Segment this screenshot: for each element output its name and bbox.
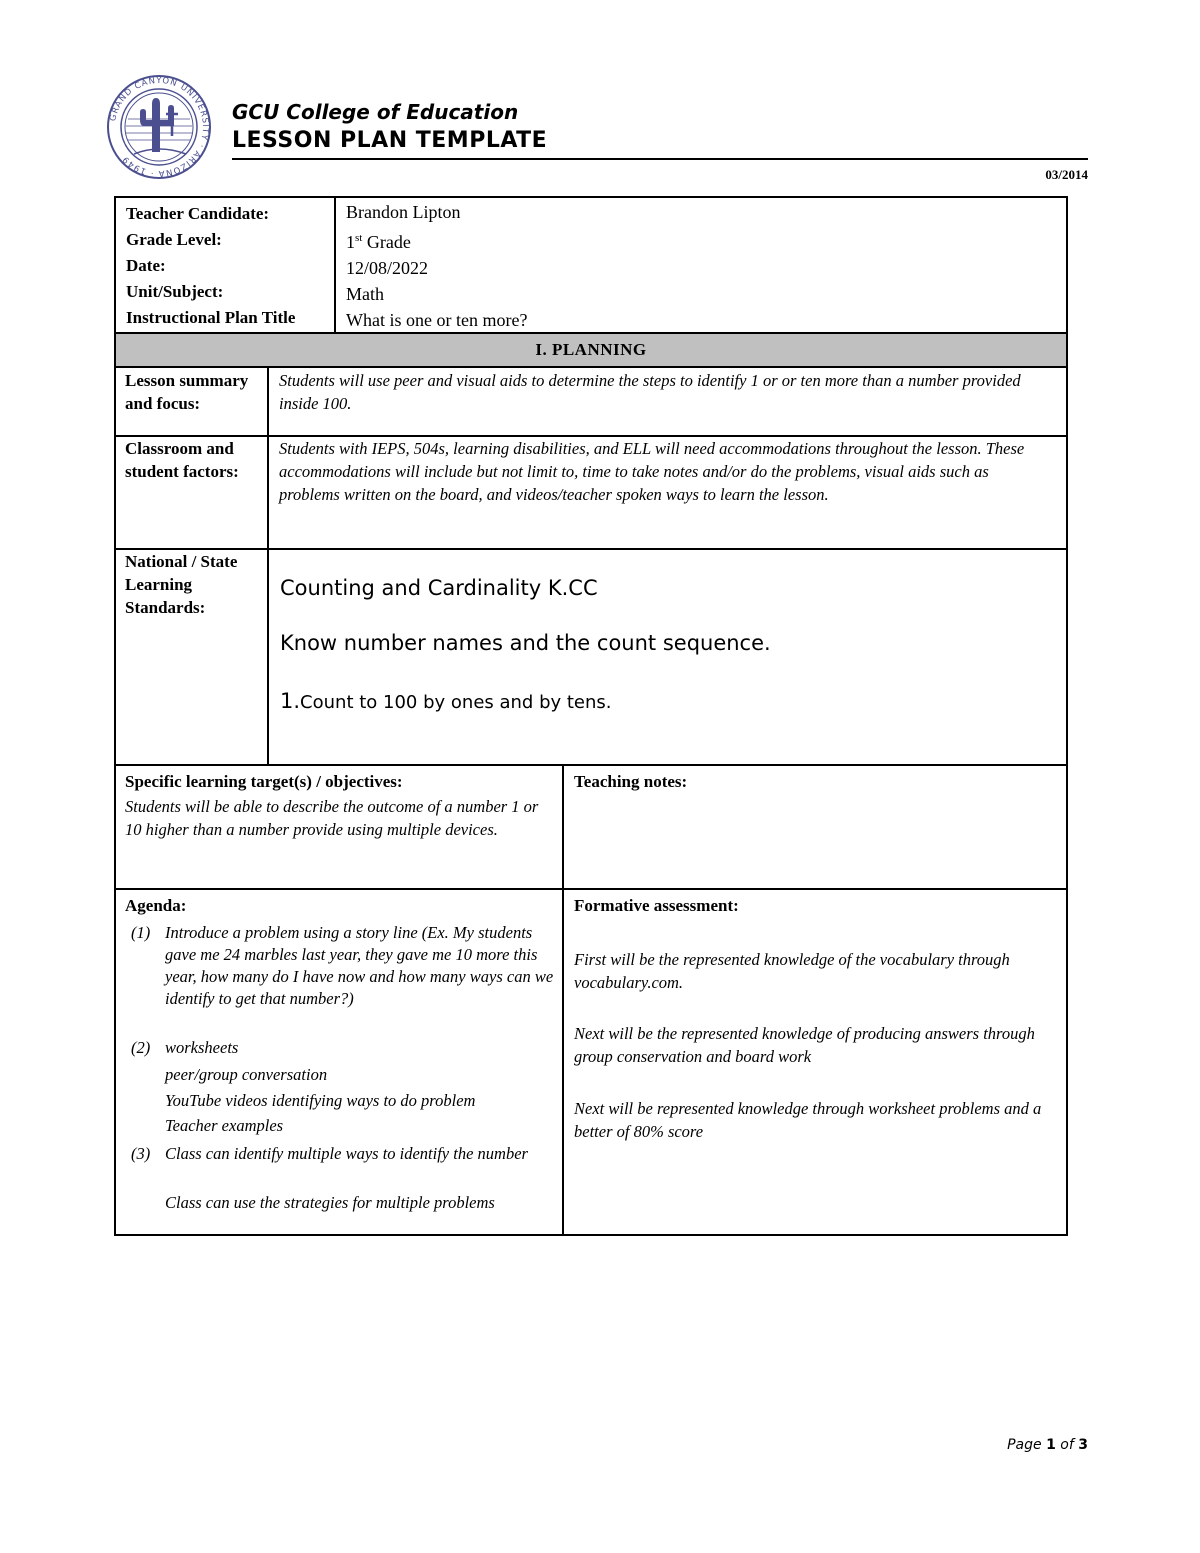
svg-text:GRAND CANYON UNIVERSITY · ARIZ: GRAND CANYON UNIVERSITY · ARIZONA · 1949 <box>108 75 211 179</box>
divider-line <box>114 366 1068 368</box>
teacher-label: Teacher Candidate: <box>126 204 270 223</box>
info-labels <box>126 201 295 331</box>
agenda-item-1-number: (1) <box>131 923 151 942</box>
objectives-label: Specific learning target(s) / objectives: <box>125 772 403 791</box>
assessment-paragraph-1: First will be the represented knowledge of the vocabulary through vocabulary.com. <box>574 950 1010 992</box>
agenda-item-3-number: (3) <box>131 1144 151 1163</box>
planning-column-divider <box>267 367 269 764</box>
teaching-notes-label: Teaching notes: <box>574 772 688 791</box>
agenda-item-2-number: (2) <box>131 1038 151 1057</box>
agenda-label: Agenda: <box>125 896 187 915</box>
summary-text: Students will use peer and visual aids to determine the steps to identify 1 or or ten more than a number provided inside 100. <box>279 371 1021 413</box>
grade-value <box>346 225 527 255</box>
university-seal-logo <box>106 74 212 180</box>
divider-line <box>114 764 1068 766</box>
assessment-paragraph-2: Next will be the represented knowledge of producing answers through group conservation and board work <box>574 1024 1035 1066</box>
factors-text: Students with IEPS, 504s, learning disabilities, and ELL will need accommodations throughout the lesson. These accommodations will include but not limit to, time to take notes and/or do the problems, visual aids such as problems written on the board, and videos/teacher spoken ways to learn the lesson. <box>279 439 1025 504</box>
template-version-date: 03/2014 <box>1045 167 1088 182</box>
standards-line1: Counting and Cardinality K.CC <box>280 576 598 600</box>
agenda-item-2: worksheets <box>165 1038 239 1057</box>
factors-label: Classroom and student factors: <box>125 439 239 481</box>
document-title: LESSON PLAN TEMPLATE <box>232 128 548 153</box>
agenda-item-2c: YouTube videos identifying ways to do problem <box>165 1091 476 1110</box>
grade-sup: st <box>355 232 363 244</box>
standards-line3 <box>280 689 612 713</box>
page-number <box>1007 1437 1088 1453</box>
info-divider <box>334 197 336 333</box>
standards-label: National / State Learning Standards: <box>125 552 238 617</box>
page-total: 3 <box>1078 1437 1088 1453</box>
lower-column-divider <box>562 765 564 1235</box>
unit-value: Math <box>346 284 384 304</box>
grade-rest: Grade <box>362 232 411 252</box>
standards-line3-num: 1. <box>280 689 301 713</box>
college-name: GCU College of Education <box>232 100 519 124</box>
plan-title-value: What is one or ten more? <box>346 310 528 330</box>
assessment-label: Formative assessment: <box>574 896 739 915</box>
divider-line <box>114 888 1068 890</box>
agenda-item-3: Class can identify multiple ways to identify the number <box>165 1144 528 1163</box>
teacher-value: Brandon Lipton <box>346 202 461 222</box>
page-current: 1 <box>1046 1437 1056 1453</box>
date-label: Date: <box>126 256 166 275</box>
agenda-item-1: Introduce a problem using a story line (Ex. My students gave me 24 marbles last year, they gave me 10 more this year, how many do I have now and how many ways can we identify to get that number?) <box>165 923 554 1008</box>
standards-line3-text: Count to 100 by ones and by tens. <box>300 692 612 713</box>
plan-title-label: Instructional Plan Title <box>126 308 296 327</box>
header-rule <box>232 158 1088 160</box>
info-values <box>346 199 527 333</box>
agenda-item-3b: Class can use the strategies for multiple problems <box>165 1193 495 1212</box>
agenda-item-2d: Teacher examples <box>165 1116 284 1135</box>
agenda-item-2b: peer/group conversation <box>165 1065 328 1084</box>
unit-label: Unit/Subject: <box>126 282 224 301</box>
page-word: Page <box>1007 1437 1042 1453</box>
grade-num: 1 <box>346 232 355 252</box>
standards-line2: Know number names and the count sequence. <box>280 631 771 655</box>
of-word: of <box>1060 1437 1074 1453</box>
grade-label: Grade Level: <box>126 230 222 249</box>
date-value: 12/08/2022 <box>346 258 429 278</box>
objectives-text: Students will be able to describe the outcome of a number 1 or 10 higher than a number provide using multiple devices. <box>125 797 539 839</box>
planning-heading: I. PLANNING <box>535 340 647 359</box>
assessment-paragraph-3: Next will be represented knowledge through worksheet problems and a better of 80% score <box>574 1099 1042 1141</box>
summary-label: Lesson summary and focus: <box>125 371 249 413</box>
